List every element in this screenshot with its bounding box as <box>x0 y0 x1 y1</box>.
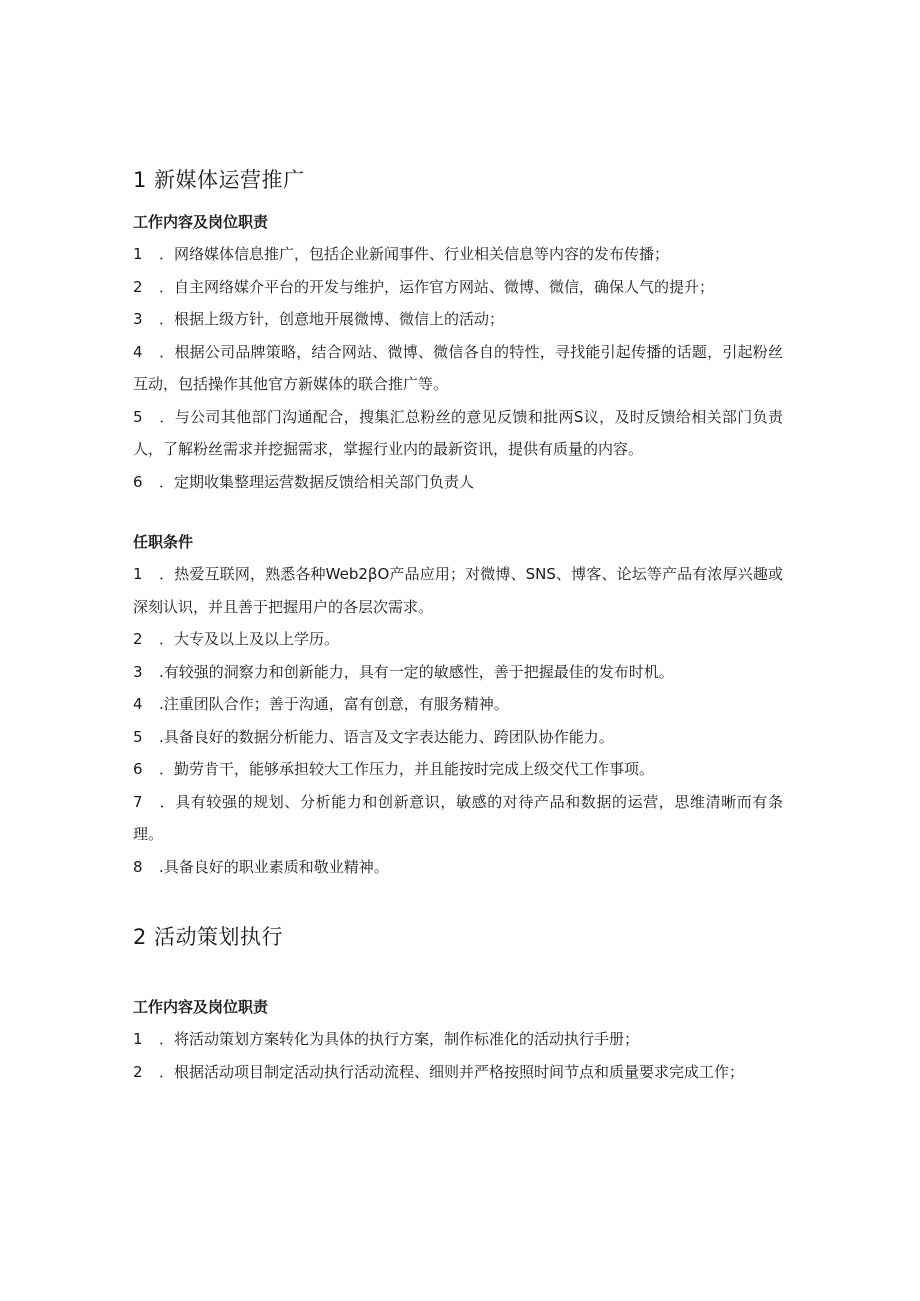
subsection-heading: 任职条件 <box>133 533 194 551</box>
item-text: ．将活动策划方案转化为具体的执行方案，制作标准化的活动执行手册； <box>159 1030 640 1048</box>
item-number: 3 <box>133 662 143 681</box>
list-item <box>133 271 783 304</box>
item-number: 4 <box>133 342 143 361</box>
list-item <box>133 753 783 786</box>
list-item <box>133 1023 783 1056</box>
item-number: 7 <box>133 792 143 811</box>
item-number: 1 <box>133 1030 143 1048</box>
list-item <box>133 303 783 336</box>
list-item <box>133 656 783 689</box>
item-number: 2 <box>133 630 143 648</box>
item-text: ．根据活动项目制定活动执行活动流程、细则并严格按照时间节点和质量要求完成工作； <box>159 1062 745 1081</box>
section-title: 2 活动策划执行 <box>133 925 284 949</box>
list-item <box>133 721 783 754</box>
list-item <box>133 401 783 466</box>
item-text: ．定期收集整理运营数据反馈给相关部门负责人 <box>159 472 475 491</box>
subsection-heading: 工作内容及岗位职责 <box>133 213 269 231</box>
item-text: .具备良好的数据分析能力、语言及文字表达能力、跨团队协作能力。 <box>159 727 614 746</box>
item-text: ．与公司其他部门沟通配合，搜集汇总粉丝的意见反馈和批两S议，及时反馈给相关部门负责人，了解粉丝需求并挖掘需求，掌握行业内的最新资讯，提供有质量的内容。 <box>133 407 783 458</box>
item-text: ．网络媒体信息推广，包括企业新闻事件、行业相关信息等内容的发布传播； <box>159 245 670 263</box>
item-number: 5 <box>133 407 143 426</box>
item-number: 2 <box>133 277 143 296</box>
list-item <box>133 623 783 656</box>
item-text: .注重团队合作；善于沟通，富有创意，有服务精神。 <box>159 695 509 713</box>
item-text: .具备良好的职业素质和敬业精神。 <box>159 857 389 876</box>
item-number: 2 <box>133 1062 143 1081</box>
list-item <box>133 558 783 623</box>
list-item <box>133 786 783 851</box>
item-text: ．勤劳肯干，能够承担较大工作压力，并且能按时完成上级交代工作事项。 <box>159 760 655 778</box>
item-number: 4 <box>133 695 143 713</box>
list-item <box>133 336 783 401</box>
item-number: 1 <box>133 565 143 583</box>
item-number: 5 <box>133 727 143 746</box>
subsection-heading: 工作内容及岗位职责 <box>133 998 269 1016</box>
item-text: .有较强的洞察力和创新能力，具有一定的敏感性，善于把握最佳的发布时机。 <box>159 662 674 681</box>
item-text: ．根据上级方针，创意地开展微博、微信上的活动； <box>159 310 505 328</box>
list-item <box>133 466 783 499</box>
item-number: 3 <box>133 310 143 328</box>
list-item <box>133 851 783 884</box>
item-text: ．具有较强的规划、分析能力和创新意识，敏感的对待产品和数据的运营，思维清晰而有条理。 <box>133 792 783 843</box>
list-item <box>133 688 783 721</box>
item-number: 6 <box>133 760 143 778</box>
item-text: ．大专及以上及以上学历。 <box>159 630 340 648</box>
item-number: 8 <box>133 857 143 876</box>
item-number: 6 <box>133 472 143 491</box>
section-title: 1 新媒体运营推广 <box>133 168 305 192</box>
item-text: ．根据公司品牌策略，结合网站、微博、微信各自的特性，寻找能引起传播的话题，引起粉丝互动，包括操作其他官方新媒体的联合推广等。 <box>133 342 783 393</box>
list-item <box>133 238 783 271</box>
list-item <box>133 1056 783 1089</box>
document-page <box>133 162 783 1088</box>
item-number: 1 <box>133 245 143 263</box>
item-text: ．自主网络媒介平台的开发与维护，运作官方网站、微博、微信，确保人气的提升； <box>159 277 715 296</box>
item-text: ．热爱互联网，熟悉各种Web2βO产品应用；对微博、SNS、博客、论坛等产品有浓厚兴趣或深刻认识，并且善于把握用户的各层次需求。 <box>133 565 783 616</box>
